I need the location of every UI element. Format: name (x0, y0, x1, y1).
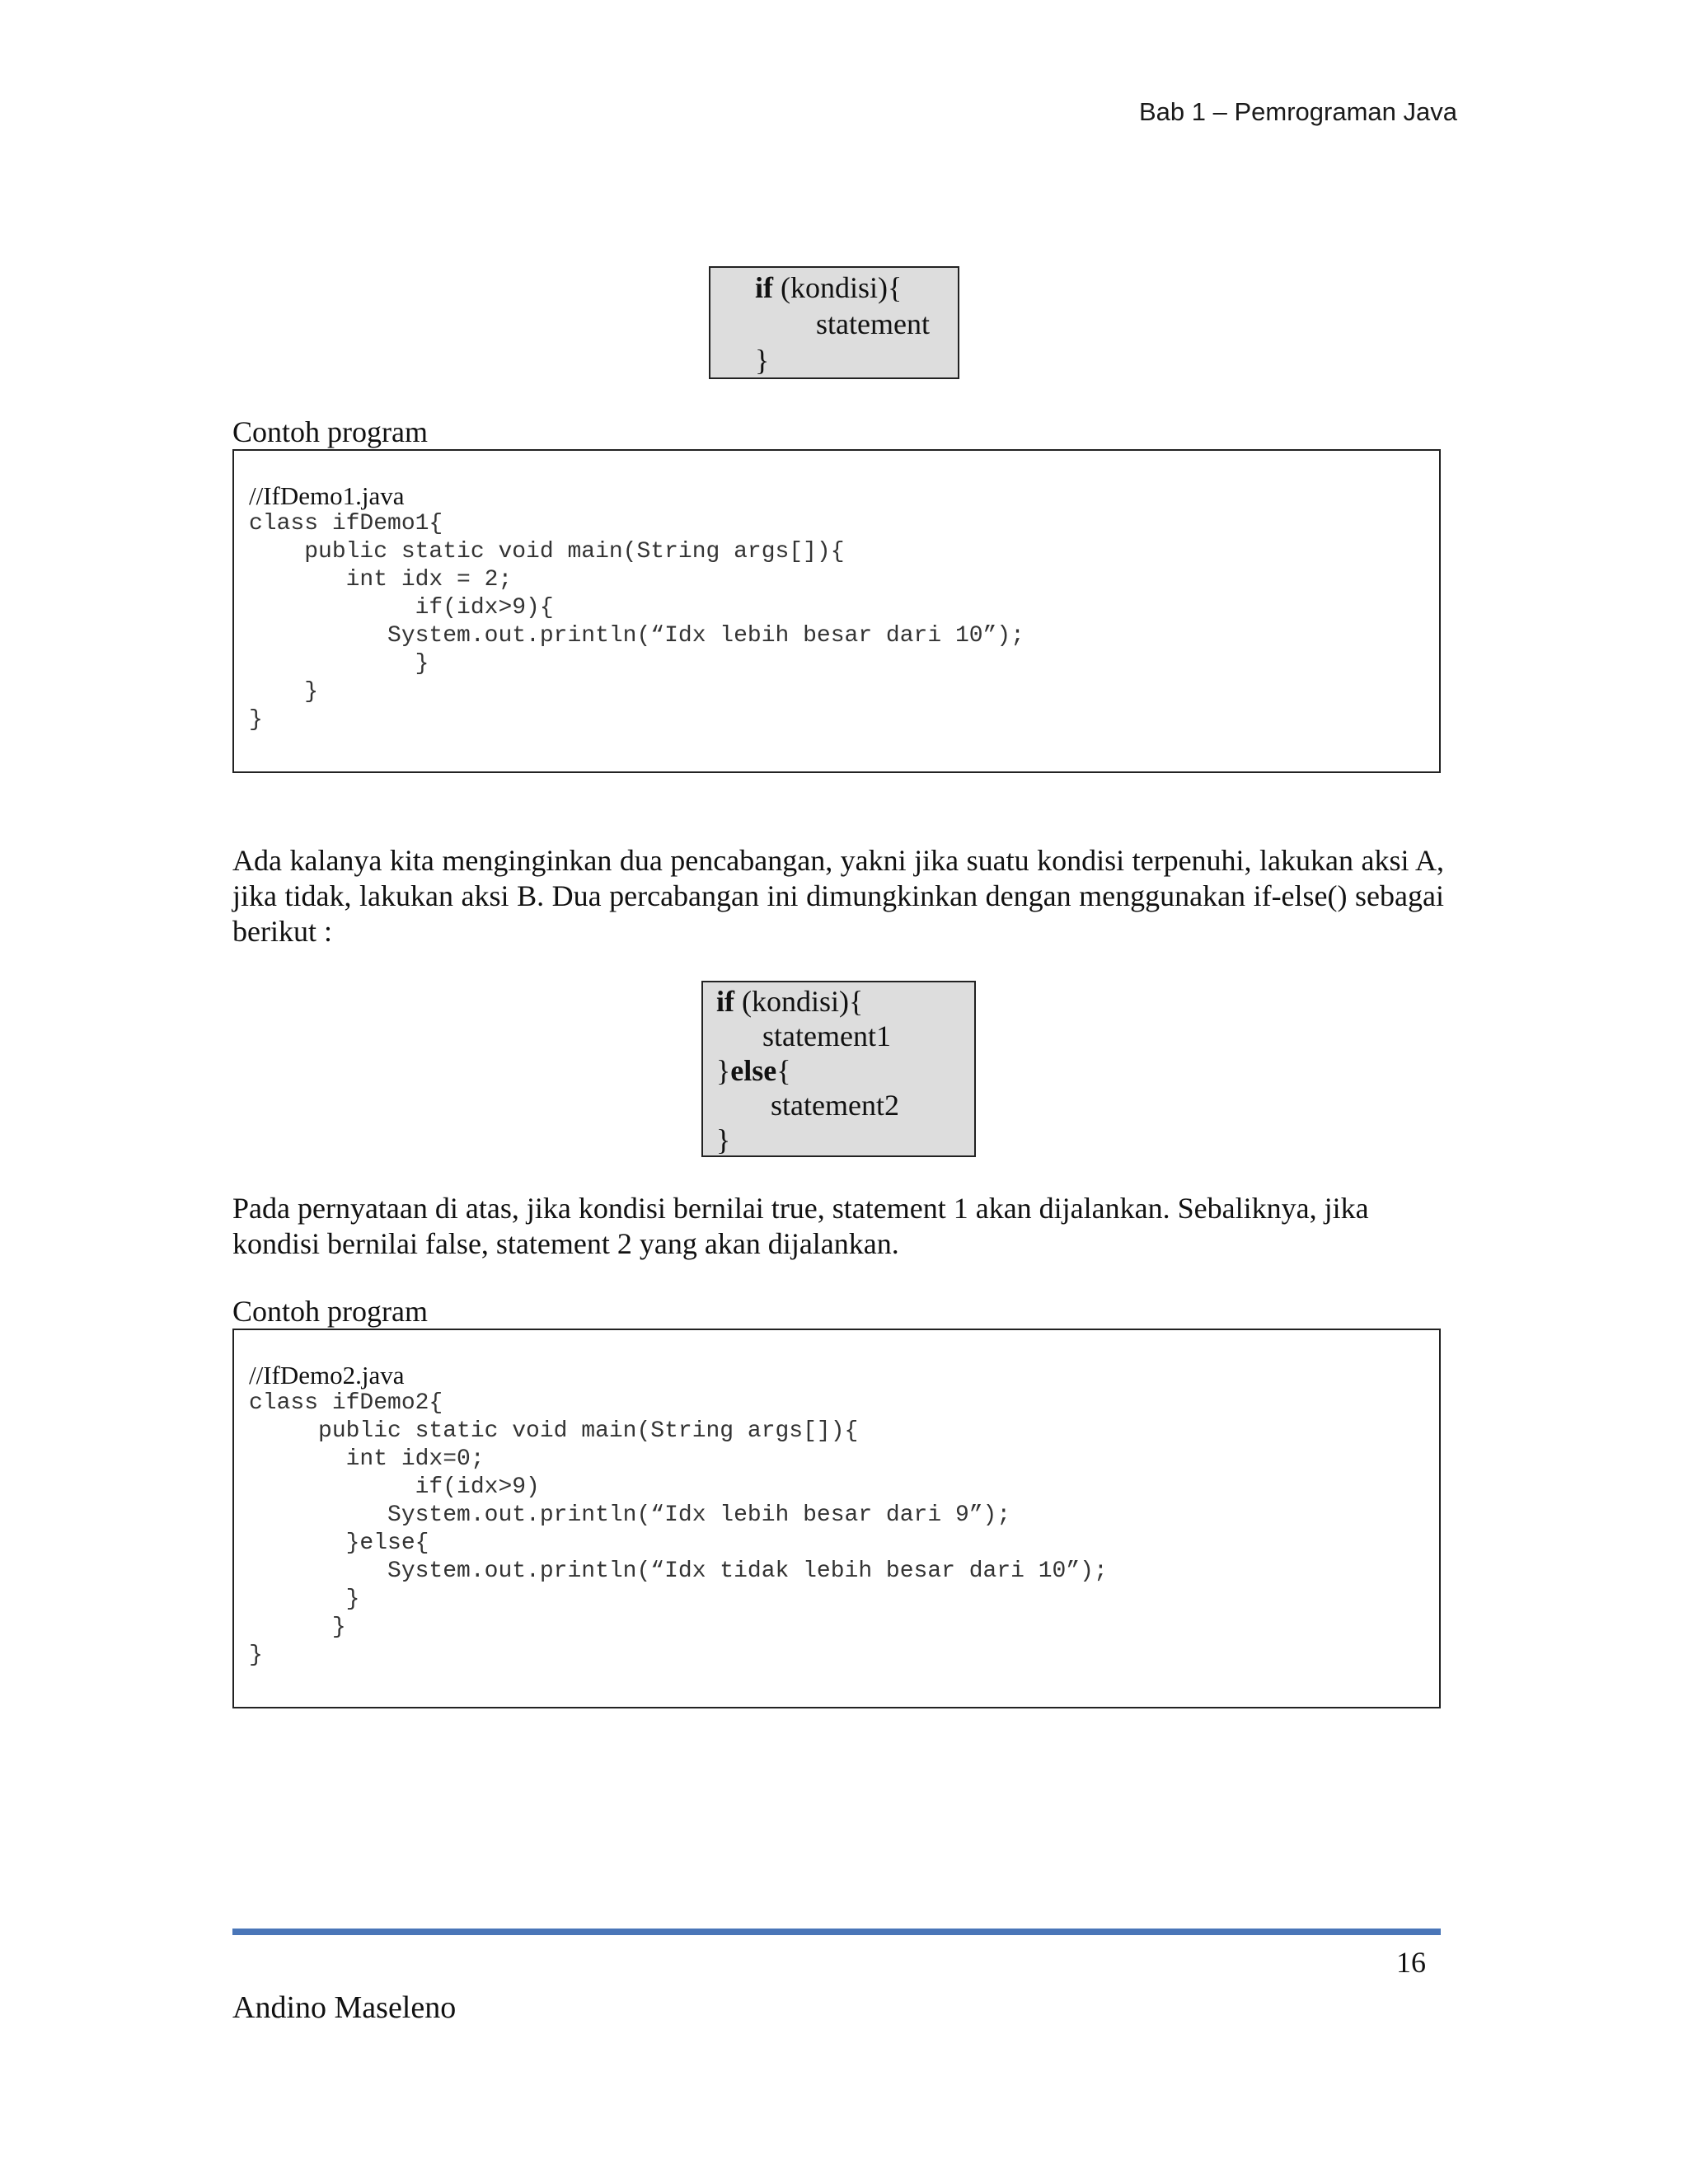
author-name: Andino Maseleno (232, 1990, 457, 2025)
example-label-1: Contoh program (232, 415, 428, 448)
code-block-ifdemo2 (232, 1329, 1441, 1708)
if-syntax-close-brace: } (755, 344, 770, 377)
code-line: System.out.println(“Idx lebih besar dari 9”); (249, 1502, 1011, 1528)
paragraph-if-else-explanation: Pada pernyataan di atas, jika kondisi bernilai true, statement 1 akan dijalankan. Sebaliknya, jika kondisi bernilai false, statement 2 yang akan dijalankan. (232, 1192, 1369, 1260)
paragraph-if-else-intro: Ada kalanya kita menginginkan dua pencabangan, yakni jika suatu kondisi terpenuhi, lakukan aksi A, jika tidak, lakukan aksi B. Dua percabangan ini dimungkinkan dengan menggunakan if-else() sebagai berikut : (232, 844, 1444, 948)
close-brace: } (716, 1054, 731, 1087)
code-line: int idx = 2; (249, 567, 513, 593)
if-else-syntax-close-brace: } (716, 1123, 731, 1156)
running-header: Bab 1 – Pemrograman Java (1139, 97, 1457, 126)
code-line: System.out.println(“Idx tidak lebih besar dari 10”); (249, 1558, 1108, 1584)
if-condition: (kondisi){ (773, 271, 903, 304)
code-line: //IfDemo1.java (249, 481, 405, 510)
code-line: } (249, 1586, 360, 1612)
if-else-syntax-box (701, 981, 976, 1157)
if-syntax-line-1 (755, 269, 1002, 306)
if-else-syntax-line-3 (716, 1053, 987, 1088)
code-line: int idx=0; (249, 1446, 485, 1472)
open-brace: { (776, 1054, 791, 1087)
code-line: public static void main(String args[]){ (249, 1418, 859, 1444)
code-line: } (249, 1643, 263, 1668)
code-line: class ifDemo1{ (249, 511, 443, 537)
if-condition: (kondisi){ (734, 985, 864, 1018)
example-label-2: Contoh program (232, 1295, 428, 1328)
code-line: if(idx>9){ (249, 595, 554, 621)
if-keyword: if (716, 985, 734, 1018)
code-line: } (249, 651, 429, 677)
else-keyword: else (730, 1054, 777, 1087)
code-line: } (249, 679, 319, 705)
code-block-ifdemo1 (232, 449, 1441, 773)
footer-rule (232, 1929, 1441, 1935)
if-syntax-box (709, 266, 959, 379)
page-number: 16 (1396, 1946, 1426, 1979)
if-keyword: if (755, 271, 773, 304)
if-else-syntax-statement2: statement2 (771, 1089, 899, 1122)
code-line: } (249, 1615, 346, 1640)
code-line: System.out.println(“Idx lebih besar dari 10”); (249, 623, 1025, 649)
code-line: if(idx>9) (249, 1474, 540, 1500)
if-else-syntax-line-1 (716, 984, 987, 1019)
code-line: //IfDemo2.java (249, 1361, 405, 1390)
code-line: public static void main(String args[]){ (249, 539, 845, 565)
if-else-syntax-statement1: statement1 (762, 1019, 891, 1052)
code-line: class ifDemo2{ (249, 1390, 443, 1416)
if-syntax-statement: statement (816, 307, 930, 340)
code-line: } (249, 707, 263, 733)
code-line: }else{ (249, 1530, 429, 1556)
